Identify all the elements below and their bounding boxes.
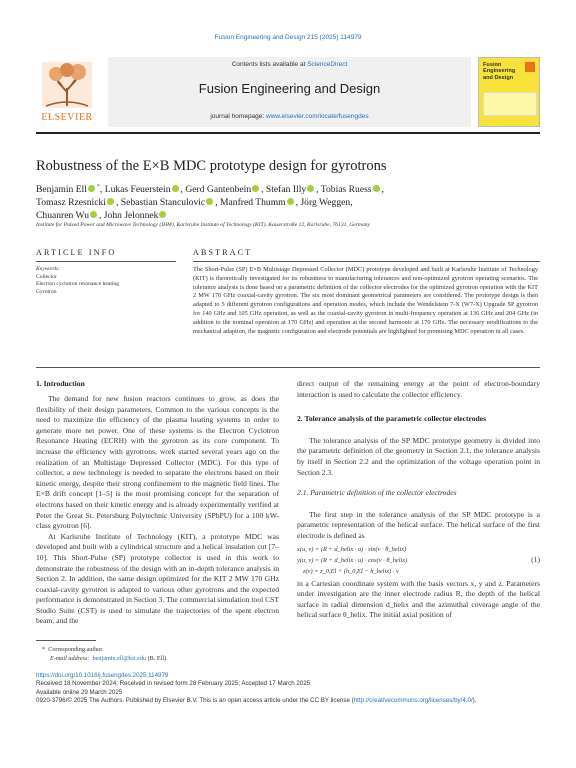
header-rule (36, 132, 540, 134)
authors-line-2 (36, 196, 516, 209)
keyword: Gyrotron (36, 288, 57, 295)
journal-citation[interactable] (0, 34, 576, 41)
section-1-heading: 1. Introduction (36, 379, 85, 388)
footnote-rule (36, 640, 96, 641)
keywords-label: Keywords: (36, 266, 61, 272)
cover-logo-icon (525, 62, 535, 72)
orcid-icon[interactable] (206, 198, 213, 205)
orcid-icon[interactable] (107, 198, 114, 205)
received-dates: Received 18 November 2024; Received in revised form 28 February 2025; Accepted 17 March 2025 (36, 680, 311, 688)
article-info-rule (36, 261, 176, 262)
article-footer (36, 672, 546, 706)
homepage-link[interactable]: www.elsevier.com/locate/fusengdes (266, 113, 369, 120)
email-link[interactable]: benjamin.ell@kit.edu (92, 654, 147, 662)
sciencedirect-link[interactable]: ScienceDirect (307, 61, 348, 68)
footnote-marker: * (42, 646, 46, 653)
orcid-icon[interactable] (373, 185, 380, 192)
equation-line-1: x(u, v) = (R + d_helix · u) · sin(v · θ_helix) (297, 545, 407, 553)
section-2-1-paragraph-2: in a Cartesian coordinate system with the basis vectors x, y and z. Parameters under investigation are the inner electrode radius R, the depth of the helical surface in radial dimension d_helix and the azimuthal coverage angle of the helical surface θ_helix. The initial axial position of (297, 578, 540, 620)
orcid-icon[interactable] (252, 185, 259, 192)
orcid-icon[interactable] (159, 211, 166, 218)
authors-line-1 (36, 181, 516, 196)
abstract-rule (193, 261, 540, 262)
authors-line-3 (36, 209, 516, 222)
contents-line (108, 61, 471, 68)
author-name[interactable]: Benjamin Ell (36, 184, 87, 196)
keyword: Electron cyclotron resonance heating (36, 281, 120, 287)
equation-line-3: z(v) = z_0,El + (h_0,El − h_helix) · v (303, 567, 399, 575)
section-2-1-paragraph: The first step in the tolerance analysis of the SP MDC prototype is a parametric representation of the helical surface. The helical surface of the first electrode is defined as (297, 509, 540, 540)
homepage-prefix: journal homepage: (210, 113, 267, 120)
abstract-heading: ABSTRACT (193, 248, 253, 257)
intro-paragraph-1: The demand for new fusion reactors continues to grow, as does the flexibility of their design parameters. Common to the various concepts is the need to maximize the efficiency of the plasma heating systems in order to generate more net power. One of these systems is the Electron Cyclotron Resonance Heating (ECRH) with the gyrotron as its core component. To increase the efficiency with gyrotrons, work started several years ago on the realization of an Multistage Depressed Collector (MDC). For this type of collector, a new technology is needed to separate the electrons based on their kinetic energy, despite their strong confinement to the magnetic field lines. The E×B drift concept [1–5] is the most promising concept for the separation of electrons based on their kinetic energy and is already experimentally verified at Peter the Great St. Petersburg Polytechnic University (SPbPU) for a 100 kW-class gyrotron [6]. (36, 394, 279, 531)
author-name[interactable]: , Stefan Illy (261, 184, 307, 196)
keyword: Collector (36, 273, 57, 280)
author-list (36, 181, 516, 222)
author-name[interactable]: Tomasz Rzesnicki (36, 197, 106, 209)
continuation-paragraph: direct output of the remaining energy at the point of electron-boundary interaction is used to calculate the collector efficiency. (297, 379, 540, 399)
abstract-text: The Short-Pulse (SP) E×B Multistage Depressed Collector (MDC) prototype developed and built at Karlsruhe Institute of Technology (KIT) is theoretically investigated for its robustness to manufacturing tolerances and non-optimized gyrotron operating scenarios. The tolerance analysis is done based on a parametric definition of the collector electrodes for the optimized gyrotron operation with the KIT 2 MW 170 GHz coaxial-cavity gyrotron. The six most dominant geometrical parameters are considered. The prototype design is then adapted to 5 different gyrotron configurations and operation modes, which include the Wendelstein 7-X (W7-X) Upgrade SP gyrotron for 140 GHz and 105 GHz operation, as well as the coaxial-cavity gyrotron in multi-frequency operation at 136 GHz and 204 GHz (in addition to the nominal operation at 170 GHz) and operation at the second harmonic at 170 GHz. The necessary modifications to the mechanical adaption, the magnetic configuration and electrode potentials are highlighted for promising MDC operation in all cases. (193, 266, 538, 335)
orcid-icon[interactable] (287, 198, 294, 205)
author-name[interactable]: , Tobias Ruess (316, 184, 372, 196)
author-name[interactable]: , Sebastian Stanculovic (115, 197, 206, 209)
copyright-text: 0920-3796/© 2025 The Authors. Published by Elsevier B.V. This is an open access article under the CC BY license ( (36, 697, 354, 705)
article-title: Robustness of the E×B MDC prototype design for gyrotrons (36, 158, 387, 174)
equation-line-2: y(u, v) = (R + d_helix · u) · cos(v · θ_helix) (297, 556, 408, 564)
author-name[interactable]: , Lukas Feuerstein (99, 184, 171, 196)
section-2-paragraph: The tolerance analysis of the SP MDC prototype geometry is divided into the parametric definition of the geometry in Section 2.1, the tolerance analysis by itself in Section 2.2 and the optimization of the voltage operation point in Section 2.3. (297, 435, 540, 477)
intro-paragraph-2: At Karlsruhe Institute of Technology (KIT), a prototype MDC was developed and built with a cylindrical structure and a helical insulation cut [7–10]. This Short-Pulse (SP) prototype collector is used in this work to demonstrate the robustness of the design with an in-depth tolerance analysis in Section 2. In addition, the same design optimized for the KIT 2 MW 170 GHz coaxial-cavity gyrotron is adapted to various other gyrotrons and the expected performance is demonstrated in Section 3. The commercial simulation tool CST Studio Suite (CST) is used to simulate the trajectories of the spent electron beam, and the (36, 531, 280, 626)
affiliation: Institute for Pulsed Power and Microwave Technology (IHM), Karlsruhe Institute of Technology (KIT), Kaiserstraße 12, Karlsruhe, 76131, Germany (36, 222, 371, 228)
license-link[interactable]: http://creativecommons.org/licenses/by/4.0/ (353, 697, 473, 705)
journal-name: Fusion Engineering and Design (198, 81, 381, 96)
abstract-bottom-rule (36, 367, 540, 368)
footnote-corresponding-text: Corresponding author. (48, 646, 104, 653)
orcid-icon[interactable] (88, 185, 95, 192)
doi-link[interactable]: https://doi.org/10.1016/j.fusengdes.2025.114979 (36, 672, 169, 679)
elsevier-wordmark: ELSEVIER (41, 112, 93, 123)
footnote (42, 646, 168, 663)
right-column (297, 379, 540, 621)
footnote-email (42, 655, 168, 664)
journal-cover[interactable] (478, 57, 540, 127)
orcid-icon[interactable] (90, 211, 97, 218)
author-name[interactable]: , Gerd Gantenbein (180, 184, 252, 196)
cover-title: Fusion Engineering and Design (483, 62, 516, 81)
homepage-line (108, 113, 471, 120)
author-name[interactable]: , Jörg Weggen, (295, 197, 353, 209)
elsevier-logo[interactable] (36, 58, 98, 128)
copyright-line (36, 697, 546, 705)
equation-block (297, 544, 540, 577)
footnote-corresponding (42, 646, 168, 655)
section-2-1-heading: 2.1. Parametric definition of the collector electrodes (297, 488, 457, 498)
copyright-suffix: ). (472, 697, 477, 705)
contents-prefix: Contents lists available at (231, 61, 308, 68)
author-name[interactable]: , Manfred Thumm (215, 197, 286, 209)
corresponding-marker[interactable]: * (96, 184, 100, 190)
cover-image (483, 92, 537, 116)
article-info-heading: ARTICLE INFO (36, 248, 117, 257)
author-separator: , (381, 184, 384, 196)
equation-number: (1) (531, 554, 540, 564)
journal-citation-link[interactable]: Fusion Engineering and Design 215 (2025) 114979 (214, 34, 362, 41)
orcid-icon[interactable] (307, 185, 314, 192)
author-name[interactable]: , John Jelonnek (99, 210, 159, 222)
keywords-block (36, 266, 176, 296)
author-name[interactable]: Chuanren Wu (36, 210, 89, 222)
left-column (36, 394, 279, 627)
section-2-heading: 2. Tolerance analysis of the parametric collector electrodes (297, 414, 487, 424)
journal-banner (108, 57, 471, 127)
orcid-icon[interactable] (172, 185, 179, 192)
email-label: E-mail address: (50, 654, 90, 662)
available-online: Available online 29 March 2025 (36, 688, 123, 696)
email-suffix: (B. Ell). (146, 654, 168, 662)
